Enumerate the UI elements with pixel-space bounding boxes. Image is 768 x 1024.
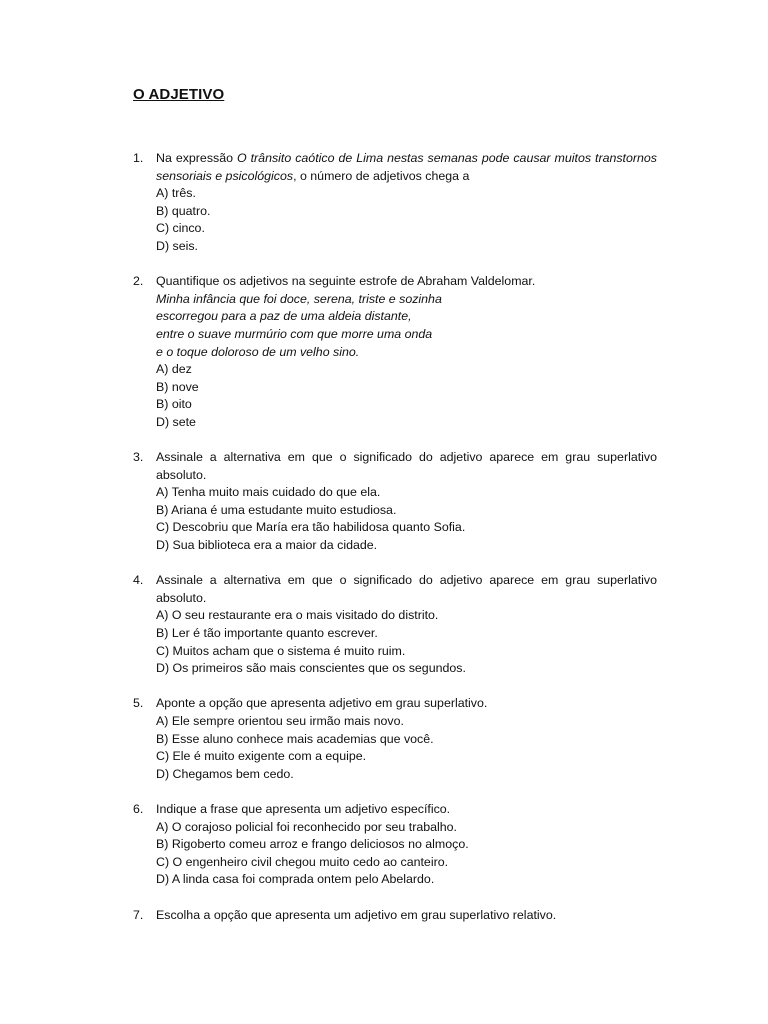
option-a: A) dez <box>156 362 192 377</box>
option-d: D) Os primeiros são mais conscientes que os segundos. <box>156 661 466 676</box>
question-1 <box>133 150 657 256</box>
option-d: D) sete <box>156 414 196 429</box>
question-stem: Escolha a opção que apresenta um adjetivo em grau superlativo relativo. <box>156 907 557 922</box>
verse-line: e o toque doloroso de um velho sino. <box>156 344 360 359</box>
question-stem-text: Na expressão <box>156 151 237 165</box>
question-2 <box>133 273 657 431</box>
question-number: 3. <box>133 450 144 465</box>
option-c: B) oito <box>156 397 192 412</box>
option-b: B) Ler é tão importante quanto escrever. <box>156 626 378 641</box>
question-stem-italic: O trânsito caótico de Lima nestas semanas pode causar muitos transtornos sensoriais e psicológicos <box>156 151 657 183</box>
option-c: C) Muitos acham que o sistema é muito ruim. <box>156 643 406 658</box>
question-stem: Assinale a alternativa em que o significado do adjetivo aparece em grau superlativo absoluto. <box>156 573 657 605</box>
question-number: 2. <box>133 274 144 289</box>
option-a: A) três. <box>156 186 196 201</box>
verse-line: escorregou para a paz de uma aldeia distante, <box>156 309 412 324</box>
question-stem: Quantifique os adjetivos na seguinte estrofe de Abraham Valdelomar. <box>156 274 536 289</box>
verse-line: Minha infância que foi doce, serena, triste e sozinha <box>156 291 442 306</box>
question-stem: Indique a frase que apresenta um adjetivo específico. <box>156 801 451 816</box>
question-stem-text: , o número de adjetivos chega a <box>293 168 470 183</box>
question-list <box>133 150 657 942</box>
option-a: A) O seu restaurante era o mais visitado do distrito. <box>156 608 439 623</box>
question-number: 4. <box>133 573 144 588</box>
question-number: 6. <box>133 801 144 816</box>
option-d: D) seis. <box>156 238 198 253</box>
question-number: 7. <box>133 907 144 922</box>
question-4 <box>133 572 657 678</box>
option-b: B) Esse aluno conhece mais academias que você. <box>156 731 434 746</box>
option-a: A) Ele sempre orientou seu irmão mais novo. <box>156 714 404 728</box>
question-5 <box>133 695 657 783</box>
option-a: A) Tenha muito mais cuidado do que ela. <box>156 485 381 500</box>
option-d: D) Chegamos bem cedo. <box>156 766 294 781</box>
option-b: B) nove <box>156 379 199 394</box>
option-c: C) cinco. <box>156 221 205 236</box>
document-title: O ADJETIVO <box>133 86 225 103</box>
option-b: B) Ariana é uma estudante muito estudiosa. <box>156 502 397 517</box>
option-c: C) Descobriu que María era tão habilidosa quanto Sofia. <box>156 520 466 535</box>
option-c: C) O engenheiro civil chegou muito cedo ao canteiro. <box>156 854 449 869</box>
question-stem: Assinale a alternativa em que o significado do adjetivo aparece em grau superlativo absoluto. <box>156 450 657 482</box>
option-c: C) Ele é muito exigente com a equipe. <box>156 749 367 764</box>
question-3 <box>133 449 657 555</box>
question-number: 5. <box>133 696 144 711</box>
question-7 <box>133 907 657 925</box>
option-d: D) Sua biblioteca era a maior da cidade. <box>156 538 378 553</box>
option-d: D) A linda casa foi comprada ontem pelo Abelardo. <box>156 872 435 887</box>
question-stem: Aponte a opção que apresenta adjetivo em grau superlativo. <box>156 696 488 711</box>
option-a: A) O corajoso policial foi reconhecido por seu trabalho. <box>156 819 457 834</box>
question-number: 1. <box>133 151 144 165</box>
option-b: B) Rigoberto comeu arroz e frango deliciosos no almoço. <box>156 837 469 852</box>
question-stem <box>156 150 657 185</box>
question-6 <box>133 801 657 889</box>
option-b: B) quatro. <box>156 203 211 218</box>
verse-line: entre o suave murmúrio com que morre uma onda <box>156 326 433 341</box>
